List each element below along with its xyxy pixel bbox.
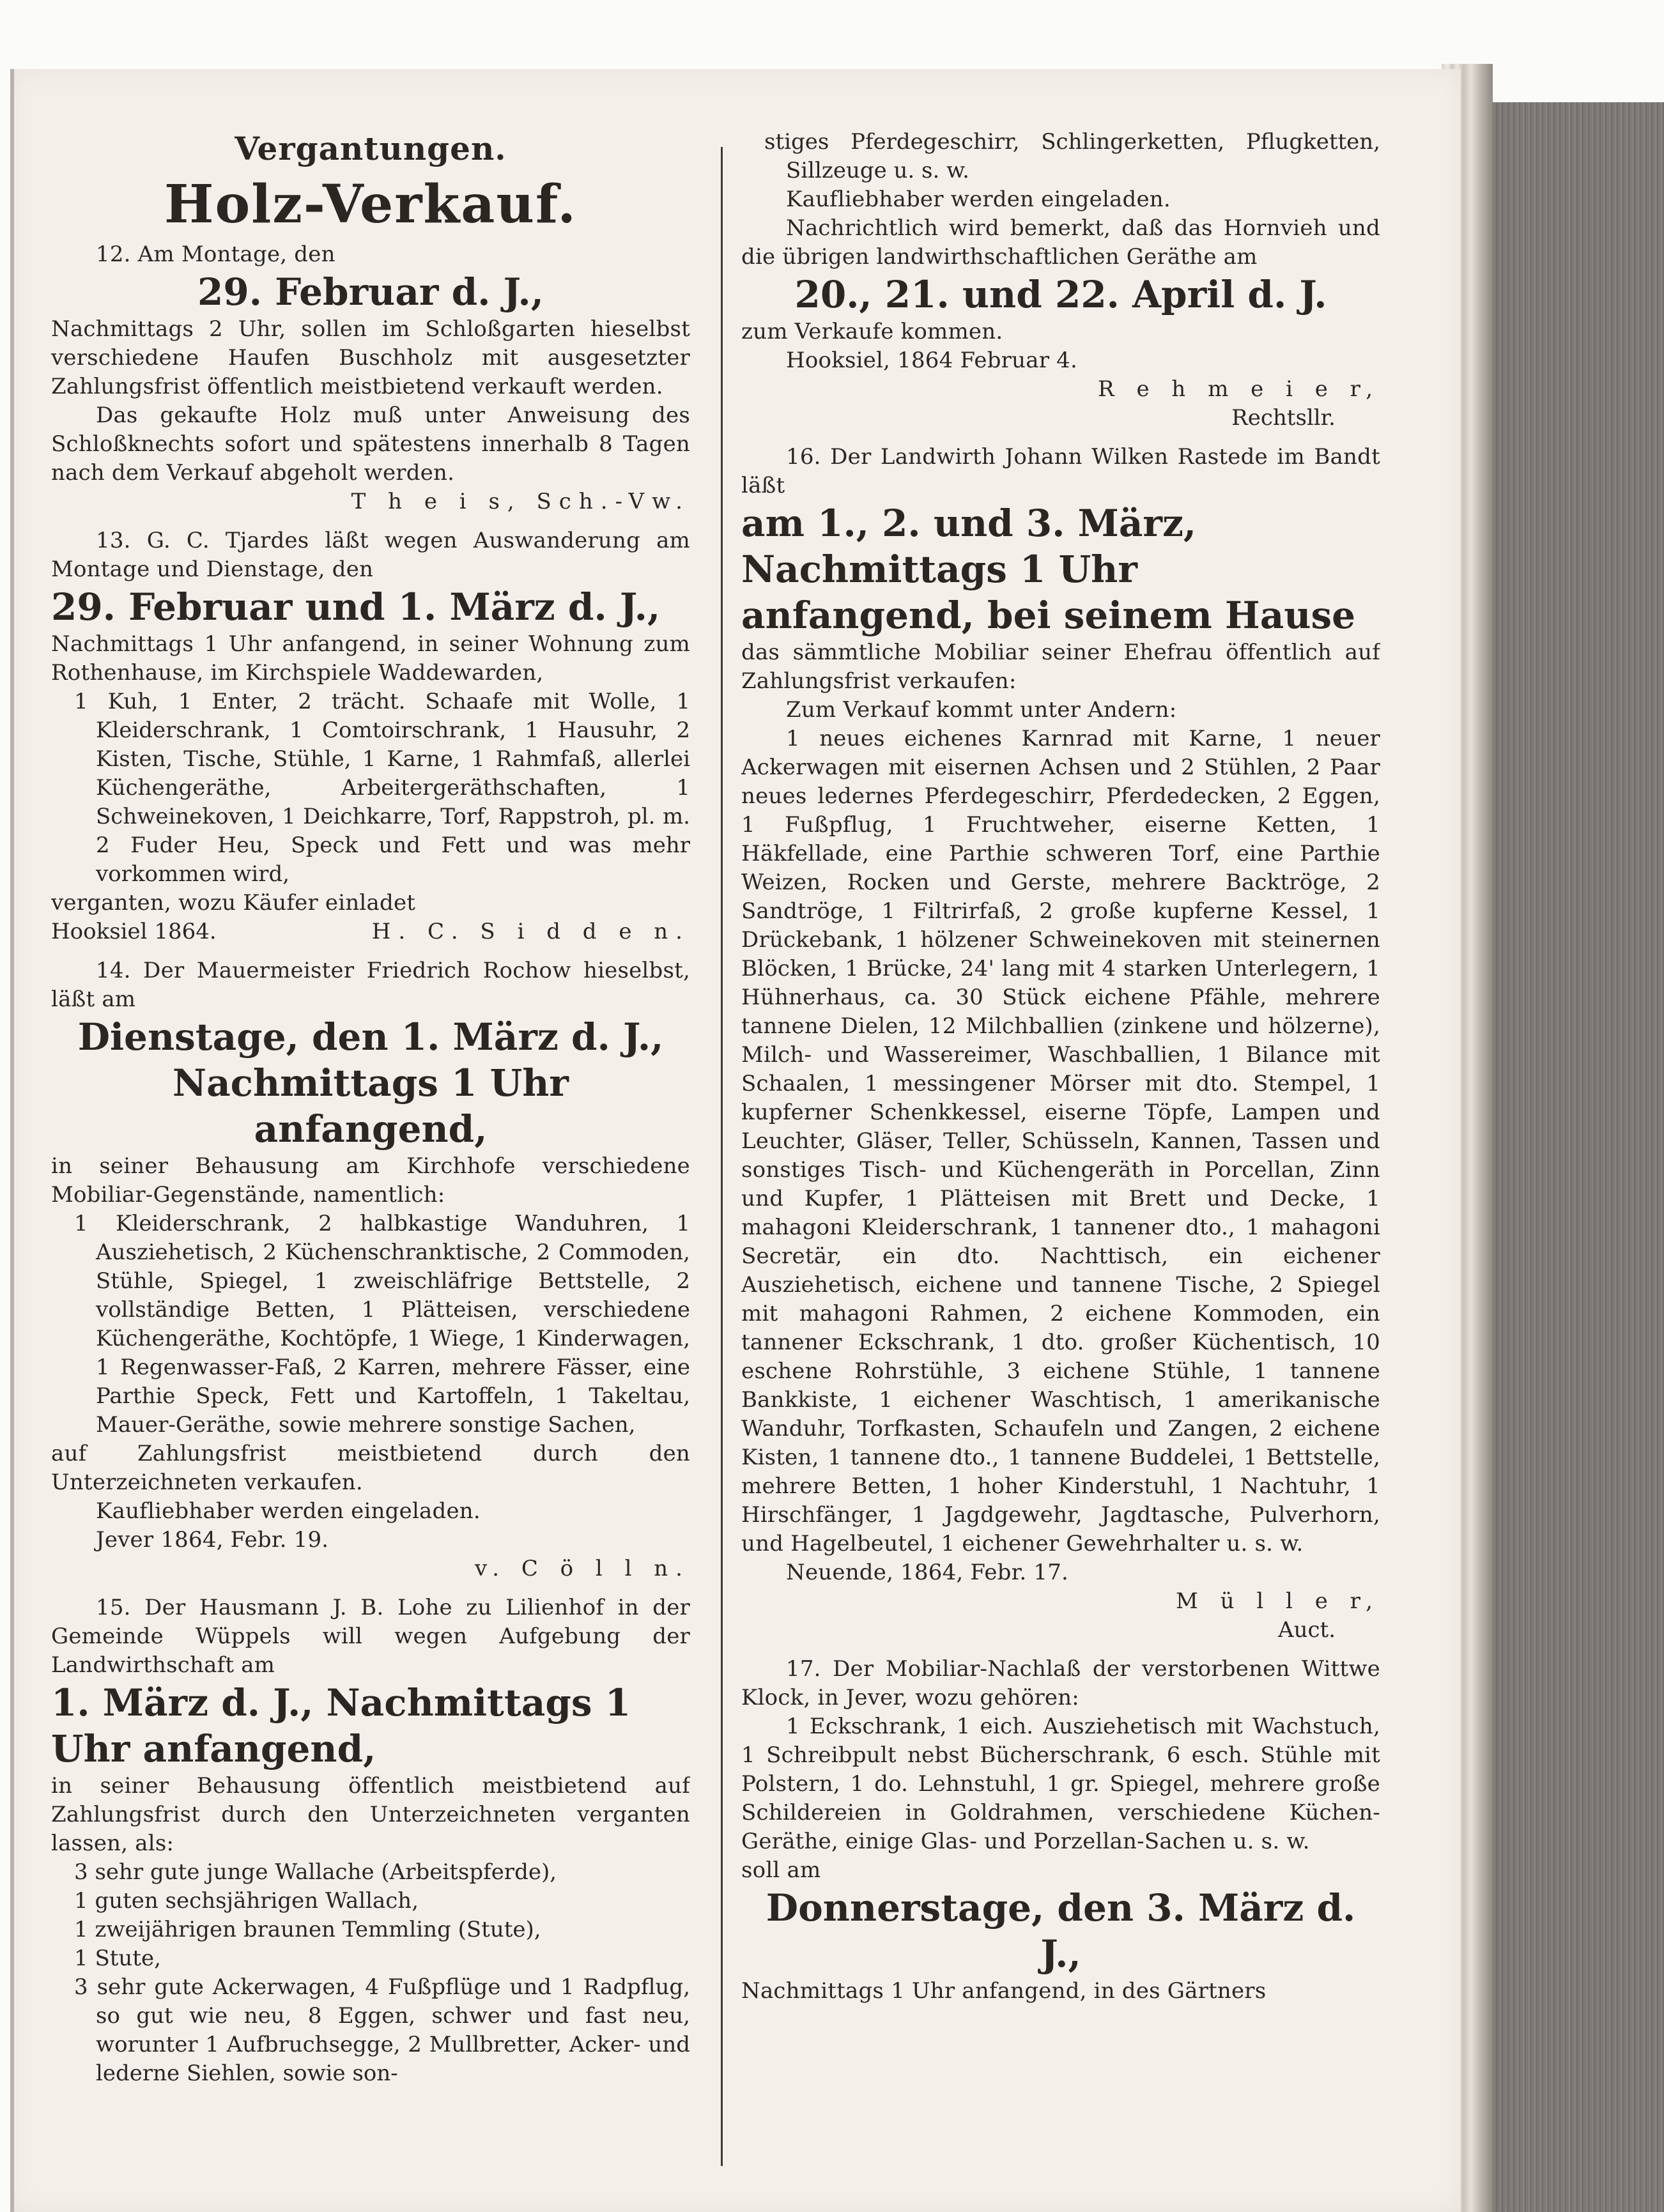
notice-17-items: 1 Eckschrank, 1 eich. Ausziehetisch mit Wachstuch, 1 Schreibpult nebst Bücherschrank, 6 esch. Stühle mit Polstern, 1 do. Lehnstuhl, 1 gr. Spiegel, mehrere große Schildereien in Goldrahmen, verschiedene Küchen-Geräthe, einige Glas- und Porzellan-Sachen u. s. w. <box>741 1714 1380 1854</box>
notice-15-note-date: 20., 21. und 22. April d. J. <box>794 273 1327 316</box>
notice-14-place: Jever 1864, Febr. 19. <box>96 1527 329 1553</box>
notice-14-date-line2: Nachmittags 1 Uhr anfangend, <box>173 1061 569 1151</box>
notice-15-text: in seiner Behausung öffentlich meistbietend auf Zahlungsfrist durch den Unterzeichneten verganten lassen, als: <box>51 1773 690 1856</box>
notice-14-date-line1: Dienstage, den 1. März d. J., <box>77 1015 664 1059</box>
notice-15-item: 1 zweijährigen braunen Temmling (Stute), <box>74 1917 541 1942</box>
left-column <box>51 128 690 2153</box>
notice-15-item: 3 sehr gute Ackerwagen, 4 Fußpflüge und 1 Radpflug, so gut wie neu, 8 Eggen, schwer und fast neu, worunter 1 Aufbruchsegge, 2 Mullbretter, Acker- und lederne Siehlen, sowie son- <box>74 1974 690 2086</box>
notice-12-text2: Das gekaufte Holz muß unter Anweisung des Schloßknechts sofort und spätestens innerhalb 8 Tagen nach dem Verkauf abgeholt werden. <box>51 403 690 486</box>
notice-14-signature: v. C ö l l n. <box>475 1556 690 1581</box>
notice-13-text: Nachmittags 1 Uhr anfangend, in seiner Wohnung zum Rothenhause, im Kirchspiele Waddewarden, <box>51 631 690 686</box>
notice-17-soll: soll am <box>741 1857 821 1883</box>
notice-13-signature: H. C. S i d d e n. <box>371 919 690 944</box>
notice-16-intro: 16. Der Landwirth Johann Wilken Rastede im Bandt läßt <box>741 444 1380 498</box>
notice-17-intro: 17. Der Mobiliar-Nachlaß der verstorbenen Wittwe Klock, in Jever, wozu gehören: <box>741 1656 1380 1710</box>
notice-15-intro: 15. Der Hausmann J. B. Lohe zu Lilienhof in der Gemeinde Wüppels will wegen Aufgebung der Landwirthschaft am <box>51 1595 690 1678</box>
notice-15-continuation: stiges Pferdegeschirr, Schlingerketten, Pflugketten, Sillzeuge u. s. w. <box>764 129 1380 183</box>
page-left-border <box>10 69 14 2212</box>
book-spine <box>1493 102 1664 2212</box>
notice-17-date: Donnerstage, den 3. März d. J., <box>766 1886 1356 1976</box>
notice-14-intro: 14. Der Mauermeister Friedrich Rochow hieselbst, läßt am <box>51 958 690 1012</box>
notice-15-note-outro: zum Verkaufe kommen. <box>741 319 1003 344</box>
notice-15-signature-title: Rechtsllr. <box>1231 405 1336 431</box>
notice-16-place: Neuende, 1864, Febr. 17. <box>786 1560 1069 1585</box>
notice-12-date: 29. Februar d. J., <box>197 270 544 314</box>
notice-15-item: 1 Stute, <box>74 1946 161 1971</box>
notice-13-outro: verganten, wozu Käufer einladet <box>51 890 416 916</box>
notice-16-text: das sämmtliche Mobiliar seiner Ehefrau öffentlich auf Zahlungsfrist verkaufen: <box>741 640 1380 694</box>
notice-12-signature: T h e i s, Sch.-Vw. <box>351 489 690 514</box>
notice-16-items: 1 neues eichenes Karnrad mit Karne, 1 neuer Ackerwagen mit eisernen Achsen und 2 Stühlen, 2 Paar neues ledernes Pferdegeschirr, Pferdedecken, 2 Eggen, 1 Fußpflug, 1 Fruchtweher, eiserne Ketten, 1 Häkfellade, eine Parthie schweren Torf, eine Parthie Weizen, Rocken und Gerste, mehrere Backtröge, 2 Sandtröge, 1 Filtrirfaß, 2 große kupferne Kessel, 1 Drückebank, 1 hölzener Schweinekoven mit steinernen Blöcken, 1 Brücke, 24' lang mit 4 starken Unterlegern, 1 Hühnerhaus, ca. 30 Stück eichene Pfähle, mehrere tannene Dielen, 12 Milchballien (zinkene und hölzerne), Milch- und Wassereimer, Waschballien, 1 Bilance mit Schaalen, 1 messingener Mörser mit dto. Stempel, 1 kupferner Schenkkessel, eiserne Töpfe, Lampen und Leuchter, Gläser, Teller, Schüsseln, Kannen, Tassen und sonstiges Tisch- und Küchengeräth in Porcellan, Zinn und Kupfer, 1 Plätteisen mit Brett und Decke, 1 mahagoni Kleiderschrank, 1 tannener dto., 1 mahagoni Secretär, ein dto. Nachttisch, ein eichener Ausziehetisch, eichene und tannene Tische, 2 Spiegel mit mahagoni Rahmen, 2 eichene Kommoden, ein tannener Eckschrank, 1 dto. großer Küchentisch, 10 eschene Rohrstühle, 3 eichene Stühle, 1 tannene Bankkiste, 1 eichener Waschtisch, 1 amerikanische Wanduhr, Torfkasten, Schaufeln und Zangen, 2 eichene Kisten, 1 tannene dto., 1 tannene Buddelei, 1 Bettstelle, mehrere Betten, 1 hoher Kinderstuhl, 1 Nachtuhr, 1 Hirschfänger, 1 Jagdgewehr, Jagdtasche, Pulverhorn, und Hagelbeutel, 1 eichener Gewehrhalter u. s. w. <box>741 726 1380 1556</box>
notice-16-signature-title: Auct. <box>1278 1617 1336 1643</box>
notice-15-signature: R e h m e i e r, <box>1098 376 1380 402</box>
notice-13-signature-line <box>51 918 690 946</box>
notice-15-date: 1. März d. J., Nachmittags 1 Uhr anfangend, <box>51 1681 631 1770</box>
notice-13-date: 29. Februar und 1. März d. J., <box>51 585 661 629</box>
notice-12-text: Nachmittags 2 Uhr, sollen im Schloßgarten hieselbst verschiedene Haufen Buschholz mit ausgesetzter Zahlungsfrist öffentlich meistbietend verkauft werden. <box>51 316 690 399</box>
notice-16-date: am 1., 2. und 3. März, Nachmittags 1 Uhr anfangend, bei seinem Hause <box>741 502 1356 637</box>
notice-16-subheading: Zum Verkauf kommt unter Andern: <box>786 697 1177 723</box>
notice-12-intro: 12. Am Montage, den <box>96 242 335 267</box>
column-divider <box>721 147 723 2166</box>
notice-14-outro: auf Zahlungsfrist meistbietend durch den Unterzeichneten verkaufen. <box>51 1441 690 1495</box>
notice-17-text: Nachmittags 1 Uhr anfangend, in des Gärtners <box>741 1978 1267 2004</box>
notice-15-item: 1 guten sechsjährigen Wallach, <box>74 1888 419 1914</box>
notice-14-text: in seiner Behausung am Kirchhofe verschiedene Mobiliar-Gegenstände, namentlich: <box>51 1153 690 1208</box>
right-column <box>741 128 1380 2153</box>
notice-13-place: Hooksiel 1864. <box>51 919 217 944</box>
notice-15-place: Hooksiel, 1864 Februar 4. <box>786 348 1077 373</box>
notice-14-items: 1 Kleiderschrank, 2 halbkastige Wanduhren, 1 Ausziehetisch, 2 Küchenschranktische, 2 Commoden, Stühle, Spiegel, 1 zweischläfrige Bettstelle, 2 vollständige Betten, 1 Plätteisen, verschiedene Küchengeräthe, Kochtöpfe, 1 Wiege, 1 Kinderwagen, 1 Regenwasser-Faß, 2 Karren, mehrere Fässer, eine Parthie Speck, Fett und Kartoffeln, 1 Takeltau, Mauer-Geräthe, sowie mehrere sonstige Sachen, <box>74 1211 690 1438</box>
notice-13-items: 1 Kuh, 1 Enter, 2 trächt. Schaafe mit Wolle, 1 Kleiderschrank, 1 Comtoirschrank, 1 Hausuhr, 2 Kisten, Tische, Stühle, 1 Karne, 1 Rahmfaß, allerlei Küchengeräthe, Arbeitergeräthschaften, 1 Schweinekoven, 1 Deichkarre, Torf, Rappstroh, pl. m. 2 Fuder Heu, Speck und Fett und was mehr vorkommen wird, <box>74 689 690 887</box>
notice-16-signature: M ü l l e r, <box>1176 1588 1380 1614</box>
notice-15-invite: Kaufliebhaber werden eingeladen. <box>786 187 1171 212</box>
section-title: Vergantungen. <box>235 130 507 167</box>
notice-14-invite: Kaufliebhaber werden eingeladen. <box>96 1498 481 1524</box>
notice-13-intro: 13. G. C. Tjardes läßt wegen Auswanderung am Montage und Dienstage, den <box>51 528 690 582</box>
notice-15-item: 3 sehr gute junge Wallache (Arbeitspferde), <box>74 1859 557 1885</box>
main-title: Holz-Verkauf. <box>164 174 577 235</box>
notice-15-note: Nachrichtlich wird bemerkt, daß das Hornvieh und die übrigen landwirthschaftlichen Geräthe am <box>741 215 1380 270</box>
